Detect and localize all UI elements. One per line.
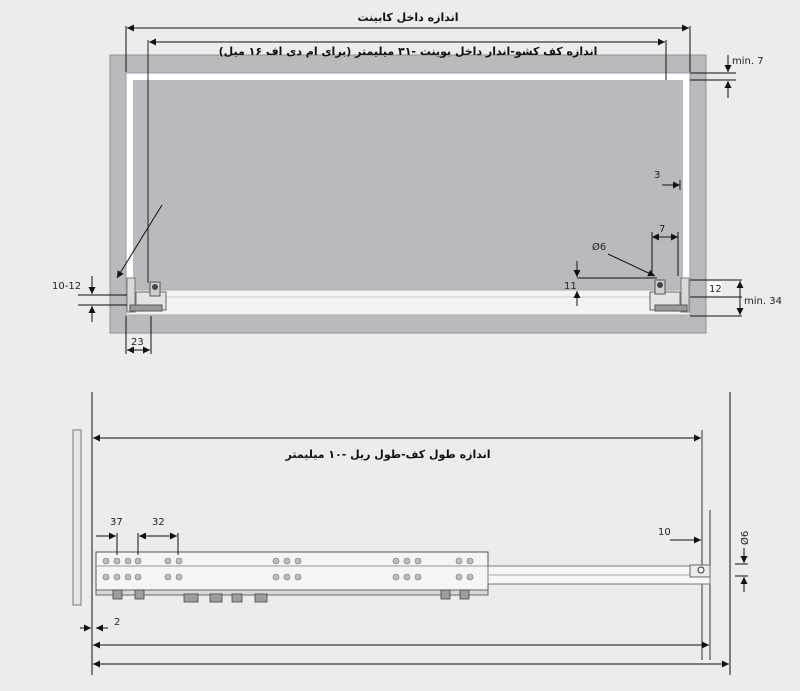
dim-min-34: min. 34 <box>744 296 782 307</box>
drawer-front-strip <box>126 290 690 315</box>
dim-10-12: 10-12 <box>52 281 82 292</box>
cabinet-inner-width-label: اندازه داخل کابینت <box>357 11 459 24</box>
dim-7: 7 <box>659 224 666 235</box>
dim-12: 12 <box>709 284 722 295</box>
dim-10: 10 <box>658 527 671 538</box>
dim-diameter-6-side: Ø6 <box>740 530 751 545</box>
top-view <box>52 11 782 354</box>
dim-32: 32 <box>152 517 165 528</box>
drawer-width-label: اندازه کف کشو-اندار داخل بوینت -۳۱ میلیمتر (برای ام دی اف ۱۶ میل) <box>218 45 598 58</box>
dim-37: 37 <box>110 517 123 528</box>
dim-3: 3 <box>654 170 661 181</box>
drawer-rail-body <box>96 552 488 590</box>
dim-11: 11 <box>564 281 577 292</box>
dim-diameter-6-top: Ø6 <box>592 242 607 253</box>
side-view <box>73 392 751 675</box>
cabinet-side-wall <box>73 430 81 605</box>
dim-23: 23 <box>131 337 144 348</box>
drawer-bottom-panel <box>133 80 683 290</box>
dim-2: 2 <box>114 617 121 628</box>
dim-min-7: min. 7 <box>732 56 764 67</box>
rail-length-label: اندازه طول کف-طول ریل -۱۰ میلیمتر <box>285 448 491 461</box>
